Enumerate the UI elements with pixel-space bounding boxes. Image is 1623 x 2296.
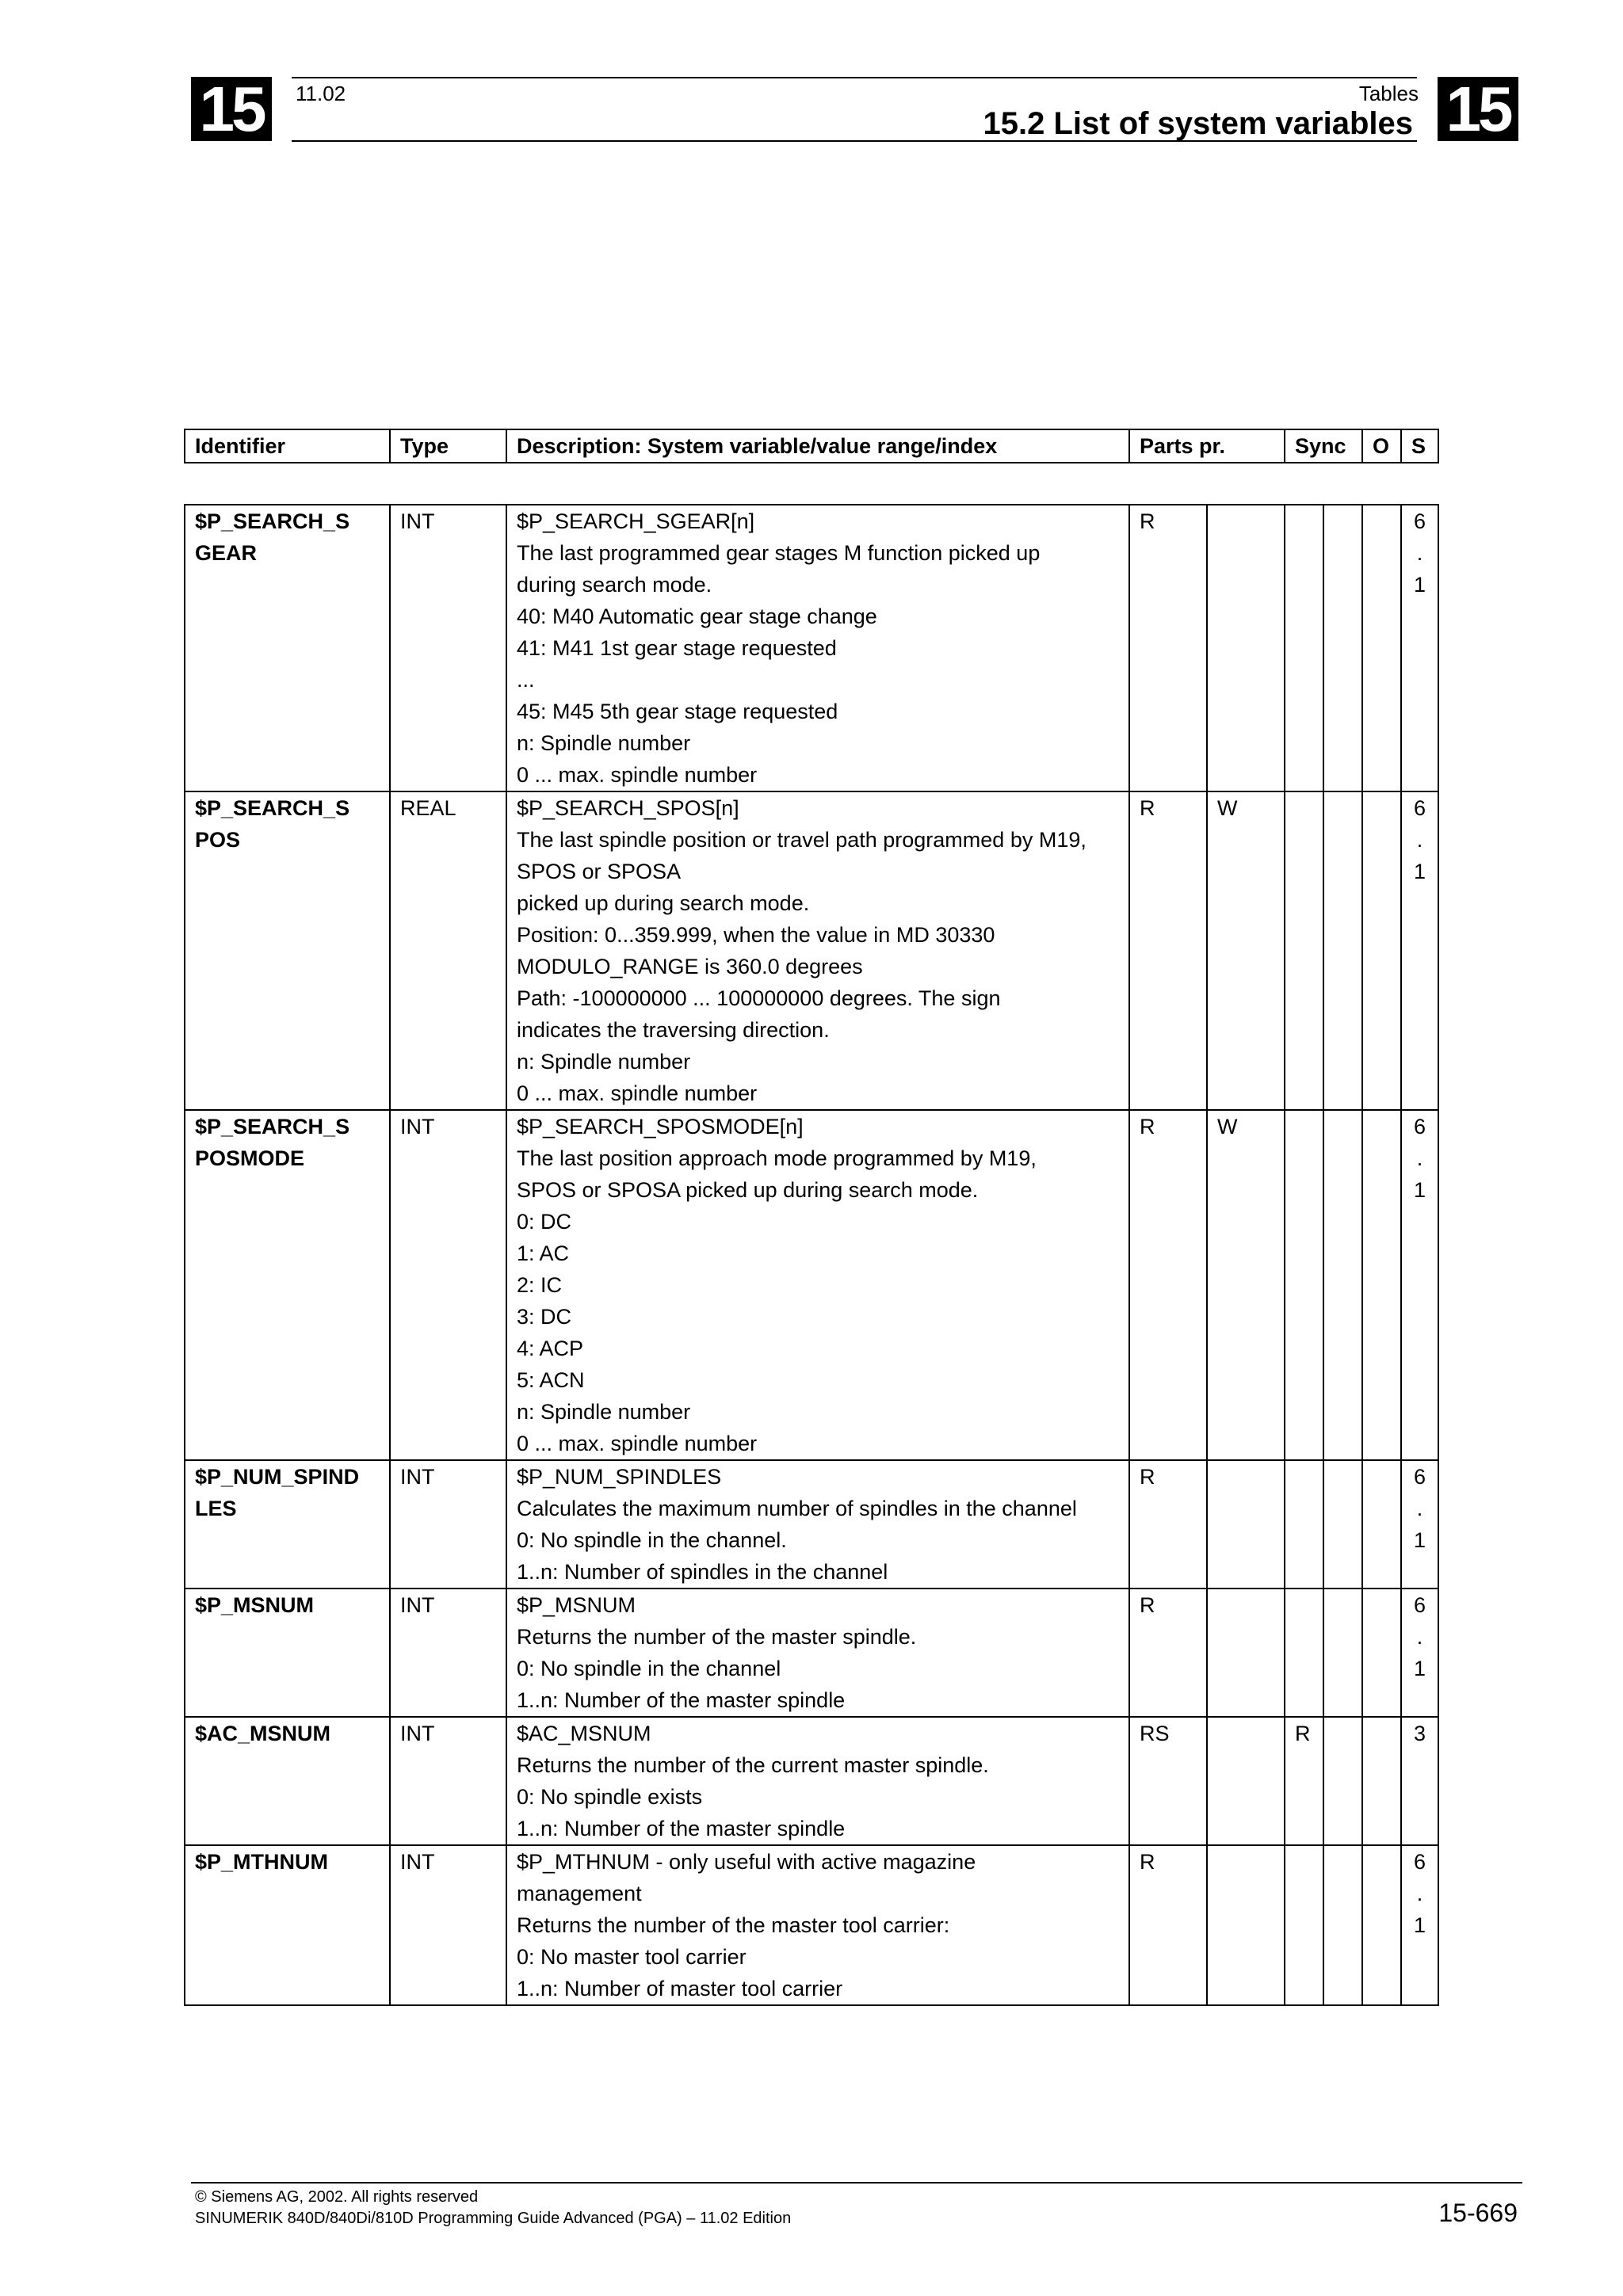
parts-write-cell — [1207, 505, 1285, 791]
sync-read-cell — [1285, 505, 1323, 791]
description-line: 2: IC — [517, 1273, 563, 1297]
s-line: 1 — [1413, 573, 1426, 597]
type-cell: INT — [390, 1717, 506, 1845]
sync-write-cell — [1323, 1717, 1362, 1845]
description-line: 45: M45 5th gear stage requested — [517, 700, 838, 723]
description-line: $AC_MSNUM — [517, 1722, 651, 1745]
chapter-number-badge-left: 15 — [191, 77, 272, 141]
chapter-number-badge-right: 15 — [1438, 77, 1518, 141]
s-line: 1 — [1413, 860, 1426, 883]
s-line: . — [1416, 1146, 1423, 1170]
header-chapter-title: Tables — [1358, 82, 1419, 105]
table-row — [185, 791, 1438, 1110]
column-header-s: S — [1401, 429, 1438, 463]
header-section-title: 15.2 List of system variables — [983, 106, 1413, 141]
identifier-line: $AC_MSNUM — [195, 1722, 331, 1745]
description-line: during search mode. — [517, 573, 712, 597]
sync-write-cell — [1323, 791, 1362, 1110]
description-line: 0: No spindle in the channel — [517, 1657, 781, 1680]
description-cell — [506, 1845, 1129, 2005]
table-header — [184, 429, 1439, 463]
description-line: Returns the number of the master spindle. — [517, 1625, 917, 1649]
description-line: 1..n: Number of master tool carrier — [517, 1977, 843, 2000]
description-line: 0 ... max. spindle number — [517, 1081, 758, 1105]
description-line: The last programmed gear stages M function picked up — [517, 541, 1041, 565]
table-header-row — [185, 429, 1438, 463]
o-cell — [1362, 1110, 1401, 1460]
s-cell — [1401, 1110, 1438, 1460]
description-line: picked up during search mode. — [517, 891, 810, 915]
description-line: 1..n: Number of the master spindle — [517, 1688, 846, 1712]
parts-read-cell: RS — [1129, 1717, 1207, 1845]
identifier-line: POSMODE — [195, 1146, 305, 1170]
sync-write-cell — [1323, 1845, 1362, 2005]
description-line: 1..n: Number of spindles in the channel — [517, 1560, 888, 1584]
o-cell — [1362, 505, 1401, 791]
description-cell — [506, 1110, 1129, 1460]
identifier-line: $P_MSNUM — [195, 1593, 315, 1617]
s-line: . — [1416, 828, 1423, 852]
description-line: n: Spindle number — [517, 731, 691, 755]
parts-read-cell: R — [1129, 1460, 1207, 1589]
s-line: 6 — [1413, 1465, 1426, 1489]
description-line: $P_SEARCH_SPOSMODE[n] — [517, 1115, 804, 1138]
sync-read-cell: R — [1285, 1717, 1323, 1845]
column-header-sync: Sync — [1285, 429, 1362, 463]
s-line: 6 — [1413, 1593, 1426, 1617]
s-cell — [1401, 791, 1438, 1110]
description-line: Path: -100000000 ... 100000000 degrees. The sign — [517, 986, 1001, 1010]
description-cell — [506, 1460, 1129, 1589]
identifier-cell — [185, 1589, 390, 1717]
s-line: . — [1416, 1497, 1423, 1520]
footer-rule — [191, 2182, 1522, 2183]
description-line: ... — [517, 668, 535, 692]
s-line: 1 — [1413, 1657, 1426, 1680]
identifier-line: $P_SEARCH_S — [195, 1115, 350, 1138]
o-cell — [1362, 1589, 1401, 1717]
s-line: . — [1416, 541, 1423, 565]
s-cell — [1401, 1589, 1438, 1717]
s-line: 1 — [1413, 1178, 1426, 1202]
identifier-cell — [185, 1460, 390, 1589]
s-line: 6 — [1413, 796, 1426, 820]
table-row — [185, 505, 1438, 791]
column-header-identifier: Identifier — [185, 429, 390, 463]
s-line: 6 — [1413, 1115, 1426, 1138]
sync-read-cell — [1285, 791, 1323, 1110]
type-cell: INT — [390, 1589, 506, 1717]
description-cell — [506, 1717, 1129, 1845]
description-line: MODULO_RANGE is 360.0 degrees — [517, 955, 863, 978]
sync-read-cell — [1285, 1845, 1323, 2005]
footer-document-title: SINUMERIK 840D/840Di/810D Programming Guide Advanced (PGA) – 11.02 Edition — [195, 2210, 792, 2227]
identifier-line: $P_MTHNUM — [195, 1850, 329, 1874]
table-row — [185, 1460, 1438, 1589]
header-bottom-rule — [292, 140, 1417, 142]
o-cell — [1362, 1845, 1401, 2005]
parts-write-cell — [1207, 1589, 1285, 1717]
description-line: SPOS or SPOSA — [517, 860, 682, 883]
description-line: $P_MTHNUM - only useful with active magazine — [517, 1850, 976, 1874]
table-row — [185, 1110, 1438, 1460]
s-line: 6 — [1413, 509, 1426, 533]
s-cell — [1401, 1460, 1438, 1589]
description-line: $P_SEARCH_SGEAR[n] — [517, 509, 755, 533]
description-line: 1: AC — [517, 1241, 570, 1265]
description-line: n: Spindle number — [517, 1400, 691, 1424]
identifier-line: POS — [195, 828, 241, 852]
s-line: 1 — [1413, 1528, 1426, 1552]
column-header-description: Description: System variable/value range/index — [506, 429, 1129, 463]
sync-write-cell — [1323, 505, 1362, 791]
type-cell: INT — [390, 1845, 506, 2005]
parts-write-cell: W — [1207, 791, 1285, 1110]
description-line: The last position approach mode programmed by M19, — [517, 1146, 1037, 1170]
description-line: Returns the number of the master tool carrier: — [517, 1913, 950, 1937]
table-row — [185, 1845, 1438, 2005]
description-line: 0: DC — [517, 1210, 572, 1234]
sync-write-cell — [1323, 1589, 1362, 1717]
parts-read-cell: R — [1129, 1589, 1207, 1717]
parts-read-cell: R — [1129, 1845, 1207, 2005]
header-top-rule — [292, 77, 1417, 78]
s-cell — [1401, 505, 1438, 791]
description-line: Position: 0...359.999, when the value in MD 30330 — [517, 923, 995, 947]
description-line: n: Spindle number — [517, 1050, 691, 1074]
column-header-parts-pr: Parts pr. — [1129, 429, 1285, 463]
description-line: 4: ACP — [517, 1337, 584, 1360]
identifier-cell — [185, 791, 390, 1110]
identifier-line: GEAR — [195, 541, 258, 565]
description-line: 0: No spindle in the channel. — [517, 1528, 787, 1552]
description-line: Returns the number of the current master spindle. — [517, 1753, 989, 1777]
type-cell: INT — [390, 505, 506, 791]
identifier-line: $P_NUM_SPIND — [195, 1465, 360, 1489]
description-cell — [506, 1589, 1129, 1717]
identifier-cell — [185, 1845, 390, 2005]
description-line: 3: DC — [517, 1305, 572, 1329]
parts-write-cell — [1207, 1460, 1285, 1589]
parts-read-cell: R — [1129, 505, 1207, 791]
s-line: . — [1416, 1625, 1423, 1649]
description-line: 5: ACN — [517, 1368, 585, 1392]
identifier-cell — [185, 1110, 390, 1460]
s-line: 1 — [1413, 1913, 1426, 1937]
parts-write-cell — [1207, 1717, 1285, 1845]
sync-write-cell — [1323, 1460, 1362, 1589]
description-line: 0 ... max. spindle number — [517, 1432, 758, 1455]
s-cell — [1401, 1717, 1438, 1845]
description-line: 0: No master tool carrier — [517, 1945, 747, 1969]
description-line: $P_SEARCH_SPOS[n] — [517, 796, 739, 820]
type-cell: REAL — [390, 791, 506, 1110]
type-cell: INT — [390, 1110, 506, 1460]
description-line: 40: M40 Automatic gear stage change — [517, 605, 877, 628]
sync-read-cell — [1285, 1460, 1323, 1589]
parts-read-cell: R — [1129, 1110, 1207, 1460]
o-cell — [1362, 1460, 1401, 1589]
identifier-line: LES — [195, 1497, 237, 1520]
s-line: . — [1416, 1882, 1423, 1905]
description-line: management — [517, 1882, 642, 1905]
identifier-line: $P_SEARCH_S — [195, 796, 350, 820]
parts-read-cell: R — [1129, 791, 1207, 1110]
footer-copyright: © Siemens AG, 2002. All rights reserved — [195, 2188, 479, 2206]
o-cell — [1362, 1717, 1401, 1845]
description-cell — [506, 791, 1129, 1110]
sync-write-cell — [1323, 1110, 1362, 1460]
identifier-cell — [185, 1717, 390, 1845]
description-line: 0: No spindle exists — [517, 1785, 703, 1809]
system-variables-table — [184, 504, 1439, 2006]
description-cell — [506, 505, 1129, 791]
identifier-cell — [185, 505, 390, 791]
page-number: 15-669 — [1438, 2199, 1518, 2227]
identifier-line: $P_SEARCH_S — [195, 509, 350, 533]
description-line: The last spindle position or travel path programmed by M19, — [517, 828, 1086, 852]
description-line: Calculates the maximum number of spindles in the channel — [517, 1497, 1077, 1520]
s-line: 3 — [1413, 1722, 1426, 1745]
parts-write-cell: W — [1207, 1110, 1285, 1460]
s-line: 6 — [1413, 1850, 1426, 1874]
description-line: SPOS or SPOSA picked up during search mode. — [517, 1178, 979, 1202]
description-line: $P_NUM_SPINDLES — [517, 1465, 722, 1489]
table-row — [185, 1589, 1438, 1717]
s-cell — [1401, 1845, 1438, 2005]
description-line: 1..n: Number of the master spindle — [517, 1817, 846, 1840]
parts-write-cell — [1207, 1845, 1285, 2005]
o-cell — [1362, 791, 1401, 1110]
column-header-type: Type — [390, 429, 506, 463]
description-line: $P_MSNUM — [517, 1593, 636, 1617]
column-header-o: O — [1362, 429, 1401, 463]
table-row — [185, 1717, 1438, 1845]
sync-read-cell — [1285, 1110, 1323, 1460]
description-line: 41: M41 1st gear stage requested — [517, 636, 837, 660]
description-line: indicates the traversing direction. — [517, 1018, 830, 1042]
description-line: 0 ... max. spindle number — [517, 763, 758, 787]
sync-read-cell — [1285, 1589, 1323, 1717]
type-cell: INT — [390, 1460, 506, 1589]
header-date: 11.02 — [296, 82, 346, 105]
